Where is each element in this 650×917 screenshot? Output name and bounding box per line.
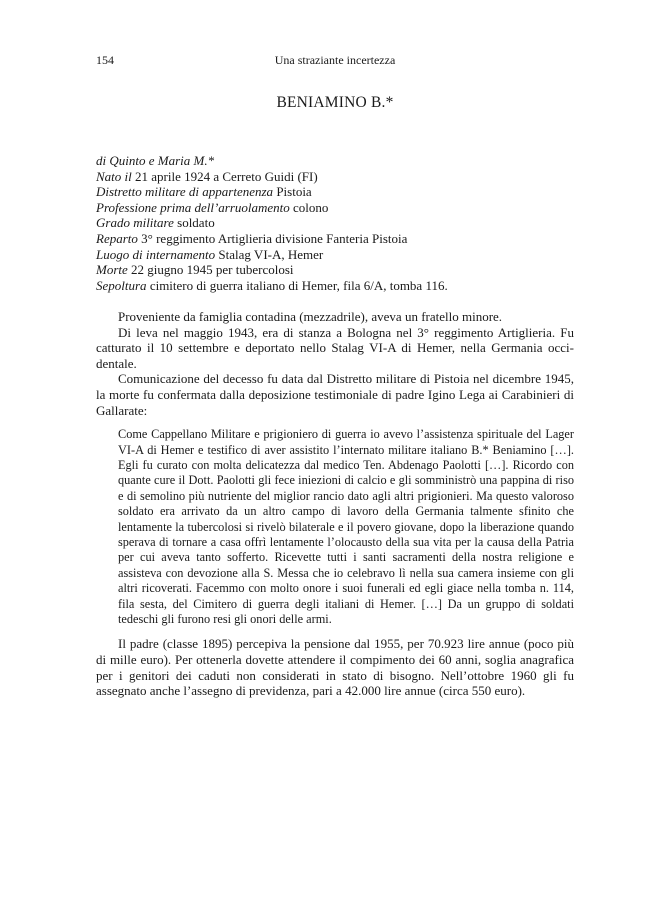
- running-title: Una straziante incertezza: [274, 53, 396, 67]
- meta-label: Luogo di internamento: [96, 246, 216, 262]
- block-quote: Come Cappellano Militare e prigioniero di guerra io avevo l’assistenza spirituale del Lager VI-A di Hemer e testifico di aver assistito l’internato militare italiano B.* Beniamino […]. Egli fu curato con molta delicatezza dal medico Ten. Abdenago Paolotti […]. Ricordo con quante cure il Dott. Paolotti gli fece iniezioni di calcio e gli somministrò una pappina di riso e di semolino più nutriente del miglior rancio dato agli altri prigionieri. Ma questo valoroso soldato era arrivato da un altro campo di lavoro della Germania talmente sfinito che lentamente la tubercolosi si rivelò bilaterale e il povero giovane, dopo la liberazione quando sperava di tornare a casa offrì lentamente l’olocausto della sua vita per la causa della Patria per cui aveva tanto sofferto. Ricevette tutti i santi sacramenti della nostra religione e assisteva con devozione alla S. Messa che io celebravo lì nella sua camera insieme con gli altri ricoverati. Facemmo con molto onore i suoi funerali ed egli giace nella tomba n. 114, fila sesta, del Cimitero di guerra degli italiani di Hemer. […] Da un gruppo di soldati tedeschi gli furono resi gli onori delle armi.: [118, 427, 574, 627]
- meta-line-internment: [96, 247, 576, 263]
- page-number: 154: [96, 53, 114, 67]
- meta-line-birth: [96, 169, 576, 185]
- meta-label: Nato il: [96, 168, 132, 184]
- paragraph: Comunicazione del decesso fu data dal Distretto militare di Pistoia nel dicembre 1945, la morte fu confermata dalla deposizione testimoniale di padre Igino Lega ai Carabinieri di Gallarate:: [96, 371, 574, 418]
- meta-value: soldato: [173, 215, 215, 231]
- meta-line-district: [96, 184, 576, 200]
- meta-value: 3° reggimento Artiglieria divisione Fanteria Pistoia: [137, 230, 408, 246]
- meta-label: Sepoltura: [96, 277, 147, 293]
- meta-line-death: [96, 262, 576, 278]
- paragraph: Il padre (classe 1895) percepiva la pensione dal 1955, per 70.923 lire annue (poco più di mille euro). Per ottenerla dovette attendere il compimento dei 60 anni, soglia anagrafica per i genitori dei caduti non considerati in stato di bisogno. Nell’ottobre 1960 gli fu assegnato anche l’assegno di previdenza, pari a 42.000 lire annue (circa 550 euro).: [96, 636, 574, 699]
- meta-line-burial: [96, 278, 576, 294]
- meta-label: di Quinto e Maria M.*: [96, 153, 215, 168]
- paragraph: Proveniente da famiglia contadina (mezzadrile), aveva un fratello minore.: [118, 309, 503, 324]
- meta-line-parents: [96, 153, 576, 169]
- meta-value: cimitero di guerra italiano di Hemer, fila 6/A, tomba 116.: [146, 277, 448, 293]
- meta-line-unit: [96, 231, 576, 247]
- meta-label: Distretto militare di appartenenza: [96, 184, 274, 200]
- meta-line-rank: [96, 215, 576, 231]
- meta-value: colono: [289, 199, 329, 215]
- meta-value: Stalag VI-A, Hemer: [215, 246, 324, 262]
- entry-title: BENIAMINO B.*: [276, 94, 394, 111]
- meta-value: 21 aprile 1924 a Cerreto Guidi (FI): [131, 168, 318, 184]
- meta-value: 22 giugno 1945 per tubercolosi: [127, 262, 294, 278]
- meta-label: Reparto: [96, 230, 138, 246]
- biographical-data: [96, 153, 576, 293]
- running-header: [96, 53, 596, 69]
- paragraph: Di leva nel maggio 1943, era di stanza a Bologna nel 3° reggimento Artiglieria. Fu catturato il 10 settembre e deportato nello Stalag VI-A di Hemer, nella Germania occidentale.: [96, 324, 574, 371]
- body-text: [96, 309, 574, 699]
- meta-label: Morte: [96, 262, 128, 278]
- meta-label: Grado militare: [96, 215, 174, 231]
- meta-label: Professione prima dell’arruolamento: [96, 199, 290, 215]
- meta-line-profession: [96, 200, 576, 216]
- meta-value: Pistoia: [273, 184, 312, 200]
